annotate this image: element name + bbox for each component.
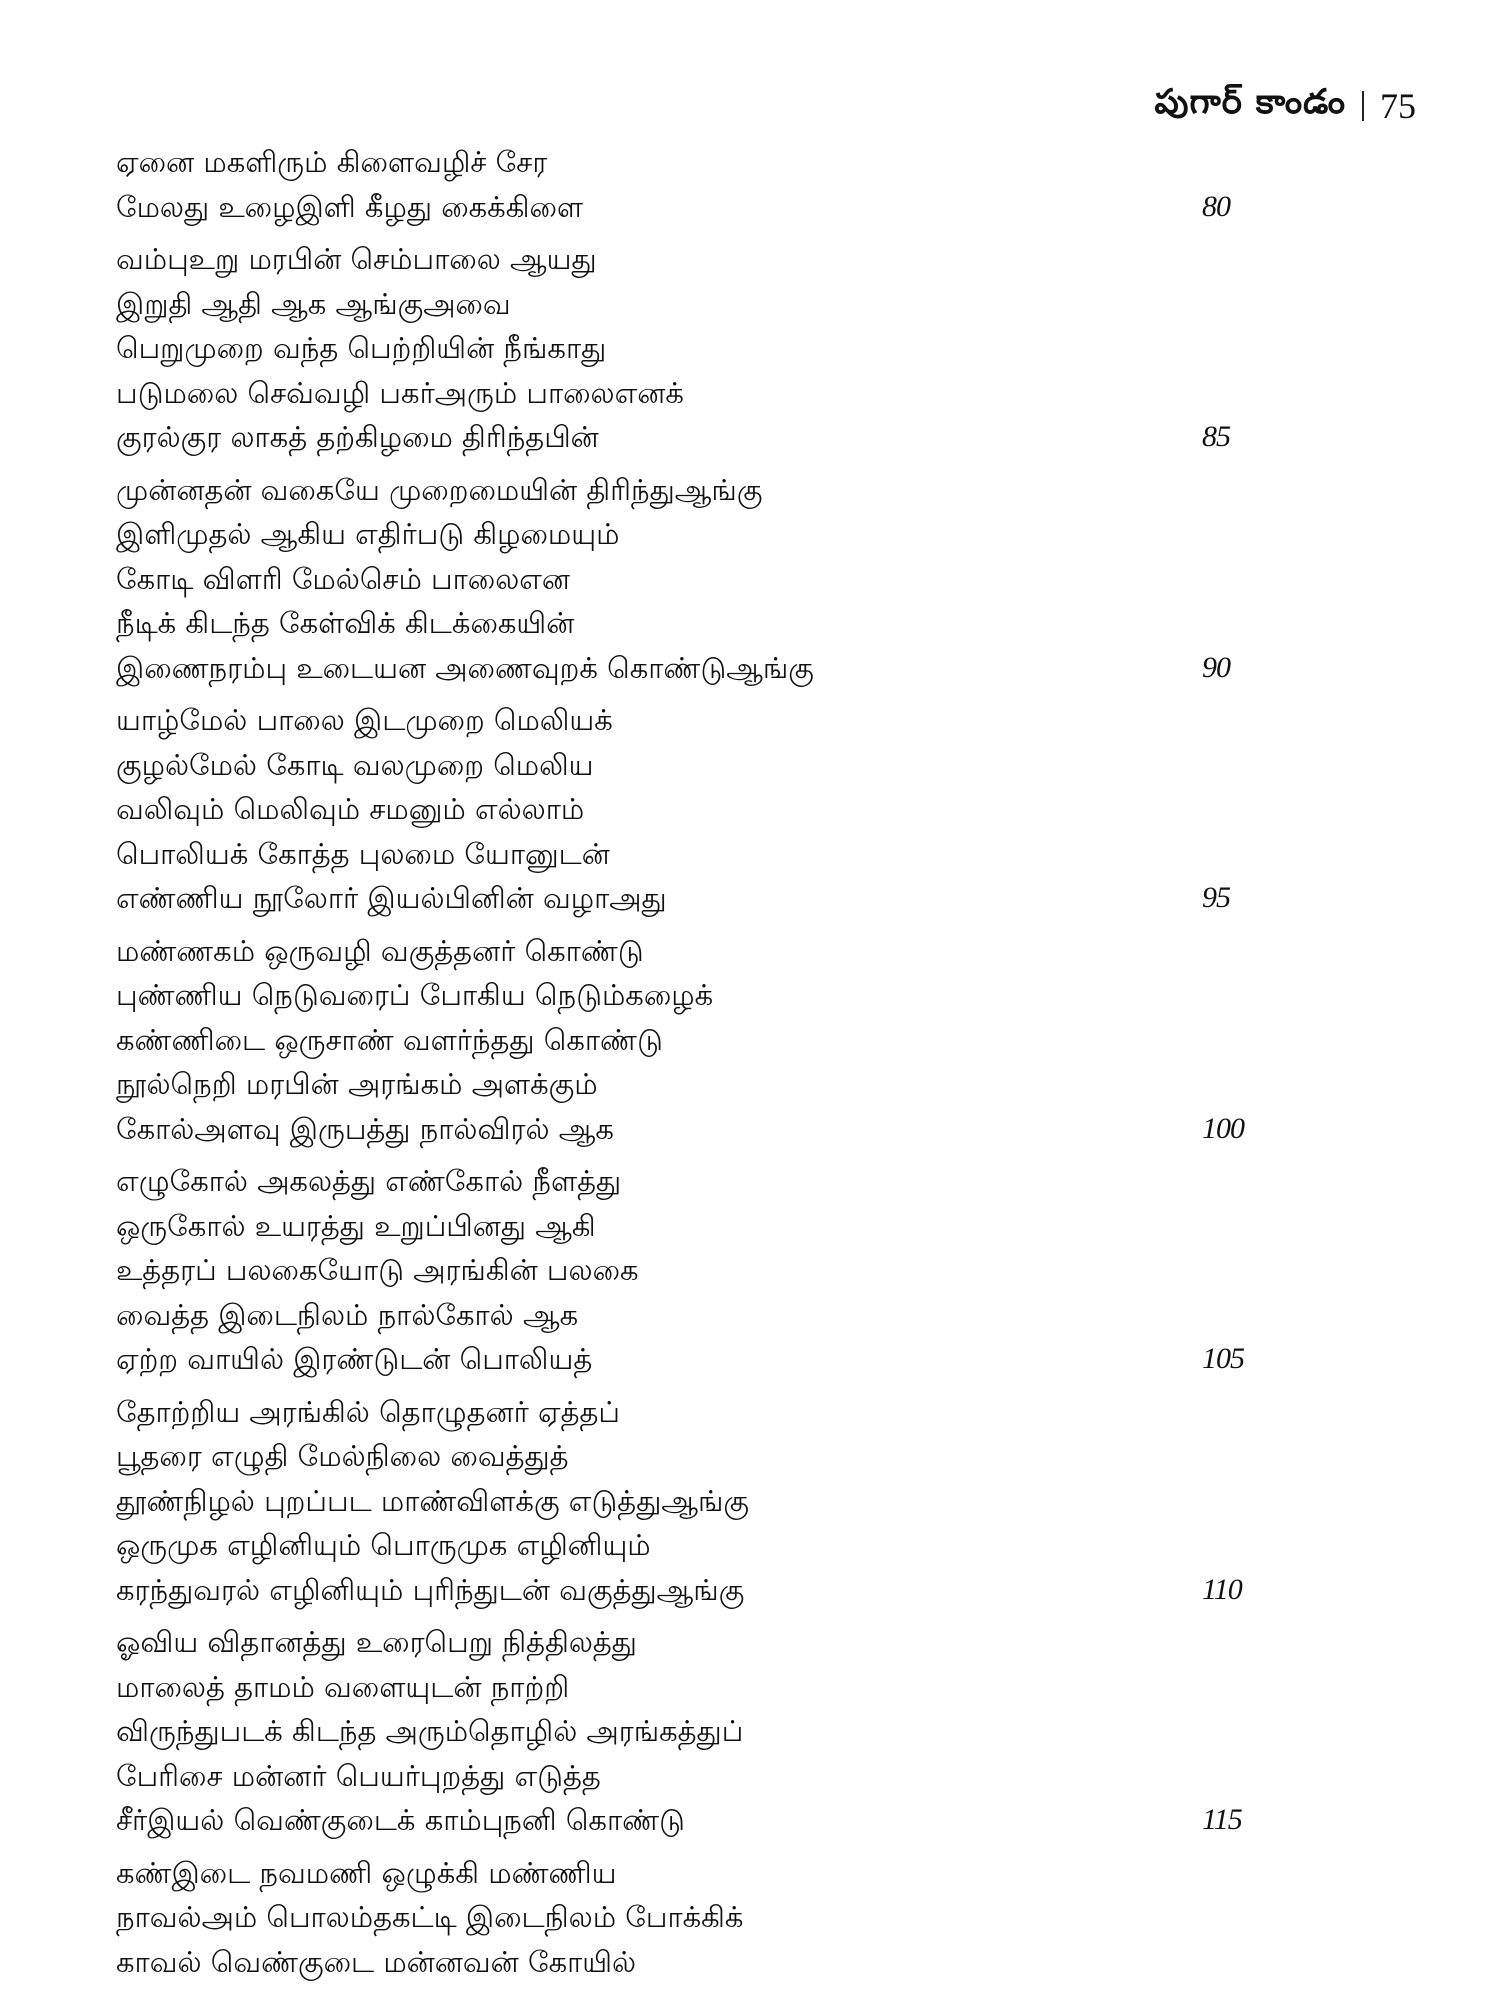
verse-line (116, 1434, 1236, 1479)
verse-line (116, 1204, 1236, 1249)
verse-text: தூண்நிழல் புறப்பட மாண்விளக்கு எடுத்துஆங்கு (116, 1483, 750, 1518)
line-number: 80 (1202, 189, 1230, 223)
verse-line (116, 1851, 1236, 1896)
stanza (116, 929, 1244, 1152)
verse-line (116, 237, 1236, 282)
line-number: 115 (1202, 1803, 1242, 1836)
verse-text: வைத்த இடைநிலம் நால்கோல் ஆக (116, 1297, 579, 1332)
stanza (116, 1159, 1244, 1382)
verse-line (116, 1754, 1236, 1799)
line-number: 95 (1202, 881, 1230, 914)
verse-line (116, 1293, 1236, 1338)
verse-text: கண்ணிடை ஒருசாண் வளர்ந்தது கொண்டு (116, 1022, 663, 1057)
verse-text: எழுகோல் அகலத்து எண்கோல் நீளத்து (116, 1164, 622, 1198)
verse-line (116, 1390, 1236, 1435)
verse-text: உத்தரப் பலகையோடு அரங்கின் பலகை (116, 1253, 639, 1287)
stanza (116, 1851, 1236, 1985)
verse-line (116, 1568, 1242, 1613)
verse-text: நாவல்அம் பொலம்தகட்டி இடைநிலம் போக்கிக் (116, 1900, 744, 1934)
verse-text: முன்னதன் வகையே முறைமையின் திரிந்துஆங்கு (116, 472, 763, 507)
verse-text: பேரிசை மன்னர் பெயர்புறத்து எடுத்த (116, 1758, 601, 1793)
verse-line (116, 929, 1236, 974)
verse-text: குரல்குர லாகத் தற்கிழமை திரிந்தபின் (116, 420, 599, 454)
line-number: 110 (1202, 1572, 1242, 1606)
verse-line (116, 1062, 1236, 1107)
verse-text: ஓவிய விதானத்து உரைபெறு நித்திலத்து (116, 1625, 637, 1659)
verse-text: நீடிக் கிடந்த கேள்விக் கிடக்கையின் (116, 606, 575, 640)
running-header (1155, 82, 1416, 130)
verse-text: யாழ்மேல் பாலை இடமுறை மெலியக் (116, 703, 613, 737)
verse-text: கண்இடை நவமணி ஒழுக்கி மண்ணிய (116, 1855, 617, 1890)
stanza (116, 1390, 1242, 1613)
verse-line (116, 557, 1236, 602)
line-number: 85 (1202, 420, 1230, 453)
verse-line (116, 1895, 1236, 1940)
stanza (116, 140, 1236, 229)
verse-text: கோடி விளரி மேல்செம் பாலைஎன (116, 561, 571, 596)
verse-text: கரந்துவரல் எழினியும் புரிந்துடன் வகுத்துஆங்கு (116, 1572, 745, 1607)
verse-text: ஒருமுக எழினியும் பொருமுக எழினியும் (116, 1528, 651, 1562)
verse-line (116, 1665, 1236, 1710)
verse-text: ஏனை மகளிரும் கிளைவழிச் சேர (116, 145, 548, 179)
section-title: పుగార్ కాండం (1154, 82, 1346, 122)
verse-line (116, 140, 1236, 185)
verse-text: புண்ணிய நெடுவரைப் போகிய நெடும்கழைக் (116, 978, 714, 1012)
verse-line (116, 415, 1236, 460)
line-number: 100 (1202, 1111, 1244, 1145)
verse-line (116, 832, 1236, 877)
verse-line (116, 973, 1236, 1018)
verse-text: ஏற்ற வாயில் இரண்டுடன் பொலியத் (116, 1342, 593, 1376)
verse-line (116, 1337, 1244, 1382)
verse-line (116, 1159, 1236, 1204)
verse-line (116, 512, 1236, 557)
verse-text: மண்ணகம் ஒருவழி வகுத்தனர் கொண்டு (116, 933, 644, 968)
verse-line (116, 468, 1236, 513)
page-number: 75 (1380, 86, 1416, 126)
line-number: 105 (1202, 1342, 1244, 1375)
verse-text: மேலது உழைஇளி கீழது கைக்கிளை (116, 189, 584, 224)
line-number: 90 (1202, 650, 1230, 684)
verse-text: பூதரை எழுதி மேல்நிலை வைத்துத் (116, 1439, 569, 1473)
verse-text: வம்புஉறு மரபின் செம்பாலை ஆயது (116, 242, 597, 276)
verse-text: சீர்இயல் வெண்குடைக் காம்புநனி கொண்டு (116, 1803, 685, 1837)
verse-text: கோல்அளவு இருபத்து நால்விரல் ஆக (116, 1111, 614, 1146)
header-divider (1362, 91, 1364, 121)
verse-line (116, 1248, 1236, 1293)
verse-text: படுமலை செவ்வழி பகர்அரும் பாலைஎனக் (116, 375, 684, 410)
stanza (116, 698, 1236, 921)
verse-line (116, 698, 1236, 743)
verse-text: குழல்மேல் கோடி வலமுறை மெலிய (116, 747, 594, 782)
verse-text: பெறுமுறை வந்த பெற்றியின் நீங்காது (116, 331, 607, 365)
verse-text: இறுதி ஆதி ஆக ஆங்குஅவை (116, 286, 511, 321)
verse-line (116, 787, 1236, 832)
verse-text: விருந்துபடக் கிடந்த அரும்தொழில் அரங்கத்துப் (116, 1714, 744, 1748)
verse-line (116, 1107, 1244, 1152)
verse-text: இணைநரம்பு உடையன அணைவுறக் கொண்டுஆங்கு (116, 650, 814, 685)
verse-line (116, 1709, 1236, 1754)
verse-text: தோற்றிய அரங்கில் தொழுதனர் ஏத்தப் (116, 1394, 620, 1429)
verse-text: மாலைத் தாமம் வளையுடன் நாற்றி (116, 1669, 570, 1704)
stanza (116, 468, 1236, 691)
verse-line (116, 185, 1236, 230)
verse-text: ஒருகோல் உயரத்து உறுப்பினது ஆகி (116, 1208, 596, 1243)
verse-line (116, 646, 1236, 691)
verse-line (116, 743, 1236, 788)
verse-line (116, 1523, 1236, 1568)
verse-line (116, 282, 1236, 327)
verse-line (116, 371, 1236, 416)
verse-text: வலிவும் மெலிவும் சமனும் எல்லாம் (116, 792, 585, 826)
verse-text: எண்ணிய நூலோர் இயல்பினின் வழாஅது (116, 881, 667, 915)
verse-line (116, 326, 1236, 371)
verse-line (116, 601, 1236, 646)
verse-text: காவல் வெண்குடை மன்னவன் கோயில் (116, 1944, 637, 1979)
verse-line (116, 1940, 1236, 1985)
verse-text: இளிமுதல் ஆகிய எதிர்படு கிழமையும் (116, 517, 620, 551)
stanza (116, 1620, 1242, 1843)
verse-body (116, 140, 1244, 1992)
verse-line (116, 1620, 1236, 1665)
stanza (116, 237, 1236, 460)
verse-text: நூல்நெறி மரபின் அரங்கம் அளக்கும் (116, 1067, 598, 1101)
verse-text: பொலியக் கோத்த புலமை யோனுடன் (116, 836, 610, 871)
verse-line (116, 1479, 1236, 1524)
verse-line (116, 1798, 1242, 1843)
verse-line (116, 1018, 1236, 1063)
verse-line (116, 876, 1236, 921)
